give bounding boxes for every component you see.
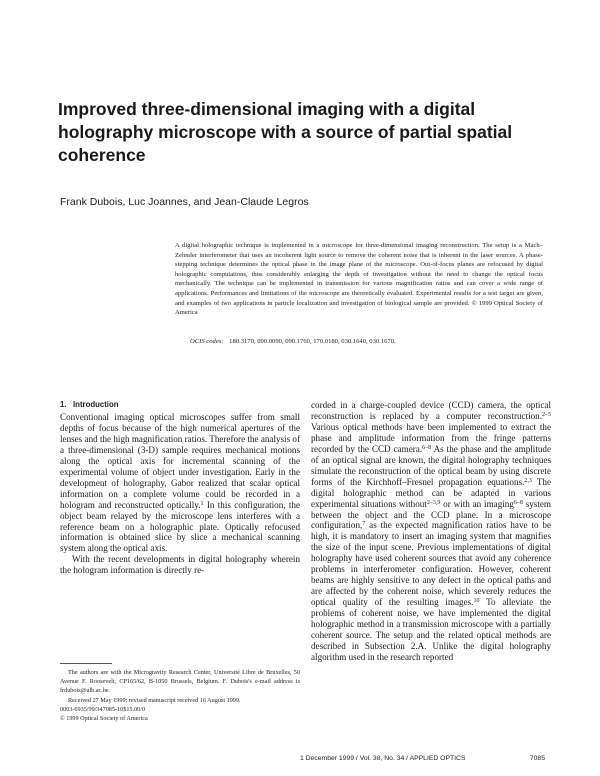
author-affiliation-note: The authors are with the Microgravity Research Center, Université Libre de Bruxelles, 50 Avenue F. Roosevelt, CP165/62, B-1050 Brussels, Belgium. F. Dubois's e-mail address is frdubois@ulb.ac.be.	[60, 669, 300, 695]
abstract: A digital holographic technique is implemented in a microscope for three-dimensional imaging reconstruction. The setup is a Mach–Zehnder interferometer that uses an incoherent light source to remove the coherent noise that is inherent in the laser sources. A phase-stepping technique determines the optical phase in the image plane of the microscope. Out-of-focus planes are refocused by digital holographic computations, thus considerably enlarging the depth of investigation without the need to change the optical focus mechanically. The technique can be implemented in transmission for various magnification ratios and can cover a wide range of applications. Performances and limitations of the microscope are theoretically evaluated. Experimental results for a test target are given, and examples of two applications in particle localization and investigation of biological sample are provided. © 1999 Optical Society of America	[175, 242, 543, 317]
section-heading	[60, 400, 300, 409]
intro-paragraph-2-continued	[311, 400, 551, 663]
author-list: Frank Dubois, Luc Joannes, and Jean-Claude Legros	[60, 196, 309, 208]
ocis-label: OCIS codes:	[190, 338, 224, 345]
left-column	[60, 412, 300, 576]
body-text: or with an imaging	[440, 498, 514, 509]
body-text: system between the object and the CCD plane. In a microscope configuration,	[311, 498, 551, 531]
footnotes	[60, 668, 300, 723]
citation-ref: 2–5	[542, 411, 551, 418]
citation-ref: 2–3,9	[426, 499, 441, 506]
body-text: corded in a charge-coupled device (CCD) camera, the optical reconstruction is replaced by a computer reconstruction.	[311, 400, 551, 421]
copyright-note: © 1999 Optical Society of America	[60, 715, 148, 723]
section-number: 1.	[60, 400, 67, 409]
received-dates: Received 27 May 1999; revised manuscript received 16 August 1999.	[68, 696, 241, 704]
running-footer	[300, 755, 545, 762]
citation-ref: 6–8	[422, 444, 432, 451]
ocis-codes	[190, 337, 550, 347]
body-text: As the phase and the amplitude of an optical signal are known, the digital holography techniques simulate the reconstruction of the optical beam by using discrete forms of the Kirchhoff–Fresnel propagation equations.	[311, 443, 551, 487]
citation-ref: 2,3	[524, 477, 532, 484]
citation-ref: 1	[200, 500, 204, 507]
ocis-values: 180.3170, 090.0090, 090.1760, 170.0180, 030.1640, 030.1670.	[229, 338, 396, 345]
intro-p1-text-a: Conventional imaging optical microscopes suffer from small depths of focus because of the high numerical apertures of the lenses and the high magnification ratios. Therefore the analysis of a three-dimensional (3-D) sample requires mechanical motions along the optical axis for incremental scanning of the experimental volume of object under investigation. Early in the development of holography, Gabor realized that scalar optical information on a complete volume could be recorded in a hologram and reconstructed optically.	[60, 412, 300, 510]
body-text: The digital holographic method can be adapted in various experimental situations without	[311, 476, 551, 509]
citation-ref: 10	[473, 598, 480, 605]
article-code: 0003-6935/99/347085-10$15.00/0	[60, 705, 146, 713]
intro-p1-text-b: In this configuration, the object beam relayed by the microscope lens interferes with a reference beam on a holographic plate. Optically refocused information is obtained slice by slice a mechanical scanning system along the optical axis.	[60, 499, 300, 554]
intro-paragraph-1	[60, 412, 300, 554]
page-number: 7085	[529, 755, 545, 762]
journal-citation: 1 December 1999 / Vol. 38, No. 34 / APPLIED OPTICS	[300, 755, 466, 762]
intro-paragraph-2: With the recent developments in digital holography wherein the hologram information is directly re-	[60, 554, 300, 576]
right-column	[311, 400, 551, 663]
citation-ref: 7	[362, 521, 366, 528]
article-title: Improved three-dimensional imaging with a digital holography microscope with a source of partial spatial coherence	[58, 99, 513, 165]
footnote-divider	[60, 663, 112, 664]
citation-ref: 6–8	[513, 499, 523, 506]
body-text: as the expected magnification ratios have to be high, it is mandatory to insert an imaging system that magnifies the size of the input scene. Previous implementations of digital holography have used coherent sources that avoid any coherence problems in interferometer configuration. However, coherent beams are highly sensitive to any defect in the optical paths and are affected by the coherent noise, which severely reduces the optical quality of the resulting images.	[311, 520, 551, 608]
body-text: Various optical methods have been implemented to extract the phase and amplitude information from the fringe patterns recorded by the CCD camera.	[311, 421, 551, 454]
body-text: To alleviate the problems of coherent noise, we have implemented the digital holographic method in a transmission microscope with a partially coherent source. The setup and the related optical methods are described in Subsection 2.A. Unlike the digital holography algorithm used in the research reported	[311, 597, 552, 662]
section-title: Introduction	[73, 400, 119, 409]
